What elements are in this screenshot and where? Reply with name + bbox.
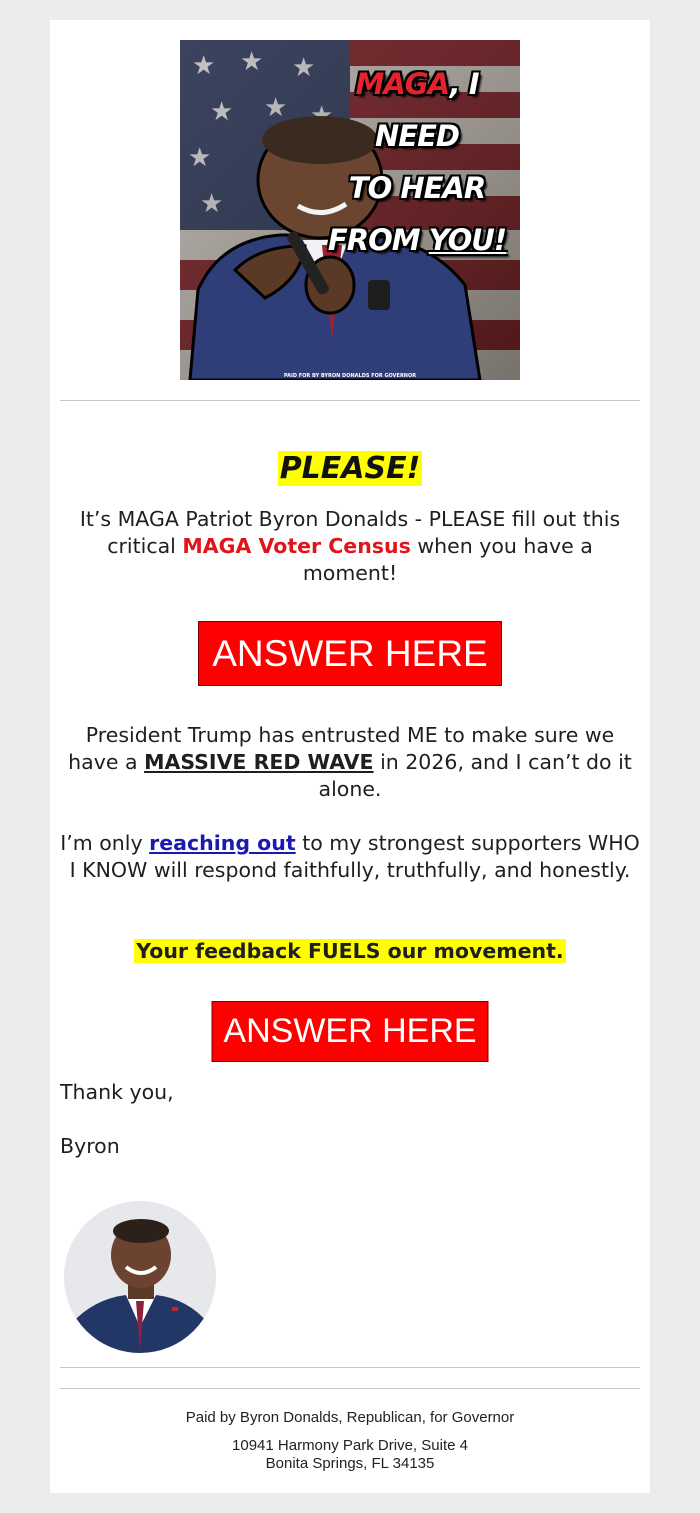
hero-image[interactable]: [180, 40, 520, 380]
headline-i-need: , I NEED: [375, 67, 479, 153]
footer-address-line1: 10941 Harmony Park Drive, Suite 4: [232, 1437, 468, 1454]
answer-here-button-primary[interactable]: ANSWER HERE: [198, 621, 502, 686]
intro-paragraph: It’s MAGA Patriot Byron Donalds - PLEASE fill out this critical MAGA Voter Census when you have a moment!: [79, 507, 621, 585]
signature-name: Byron: [60, 1134, 120, 1158]
email-card: [50, 20, 650, 1493]
answer-here-button-secondary[interactable]: ANSWER HERE: [212, 1001, 489, 1062]
headline-to-hear: TO HEAR: [348, 171, 486, 205]
red-wave-emphasis: MASSIVE RED WAVE: [144, 750, 374, 774]
thank-you-text: Thank you,: [60, 1080, 174, 1104]
trump-paragraph: President Trump has entrusted ME to make sure we have a MASSIVE RED WAVE in 2026, and I can’t do it alone.: [68, 723, 632, 801]
divider-bottom-2: [60, 1388, 640, 1389]
footer-address-line2: Bonita Springs, FL 34135: [265, 1455, 435, 1472]
feedback-line: Your feedback FUELS our movement.: [136, 939, 564, 963]
please-heading: PLEASE!: [279, 451, 421, 486]
headline-you: YOU!: [428, 223, 507, 257]
headline-maga: MAGA: [355, 67, 450, 101]
headline-from: FROM: [327, 223, 429, 257]
avatar: [64, 1201, 216, 1353]
reaching-out-paragraph: I’m only reaching out to my strongest supporters WHO I KNOW will respond faithfully, truthfully, and honestly.: [60, 831, 640, 882]
reaching-out-link[interactable]: reaching out: [149, 831, 296, 855]
hero-headline: [322, 58, 512, 266]
hero-paid-note: PAID FOR BY BYRON DONALDS FOR GOVERNOR: [283, 373, 417, 379]
divider-bottom-1: [60, 1367, 640, 1368]
divider-top: [60, 400, 640, 401]
footer-paid-by: Paid by Byron Donalds, Republican, for Governor: [185, 1409, 515, 1426]
voter-census-emphasis: MAGA Voter Census: [182, 534, 411, 558]
avatar-photo: [64, 1201, 216, 1353]
